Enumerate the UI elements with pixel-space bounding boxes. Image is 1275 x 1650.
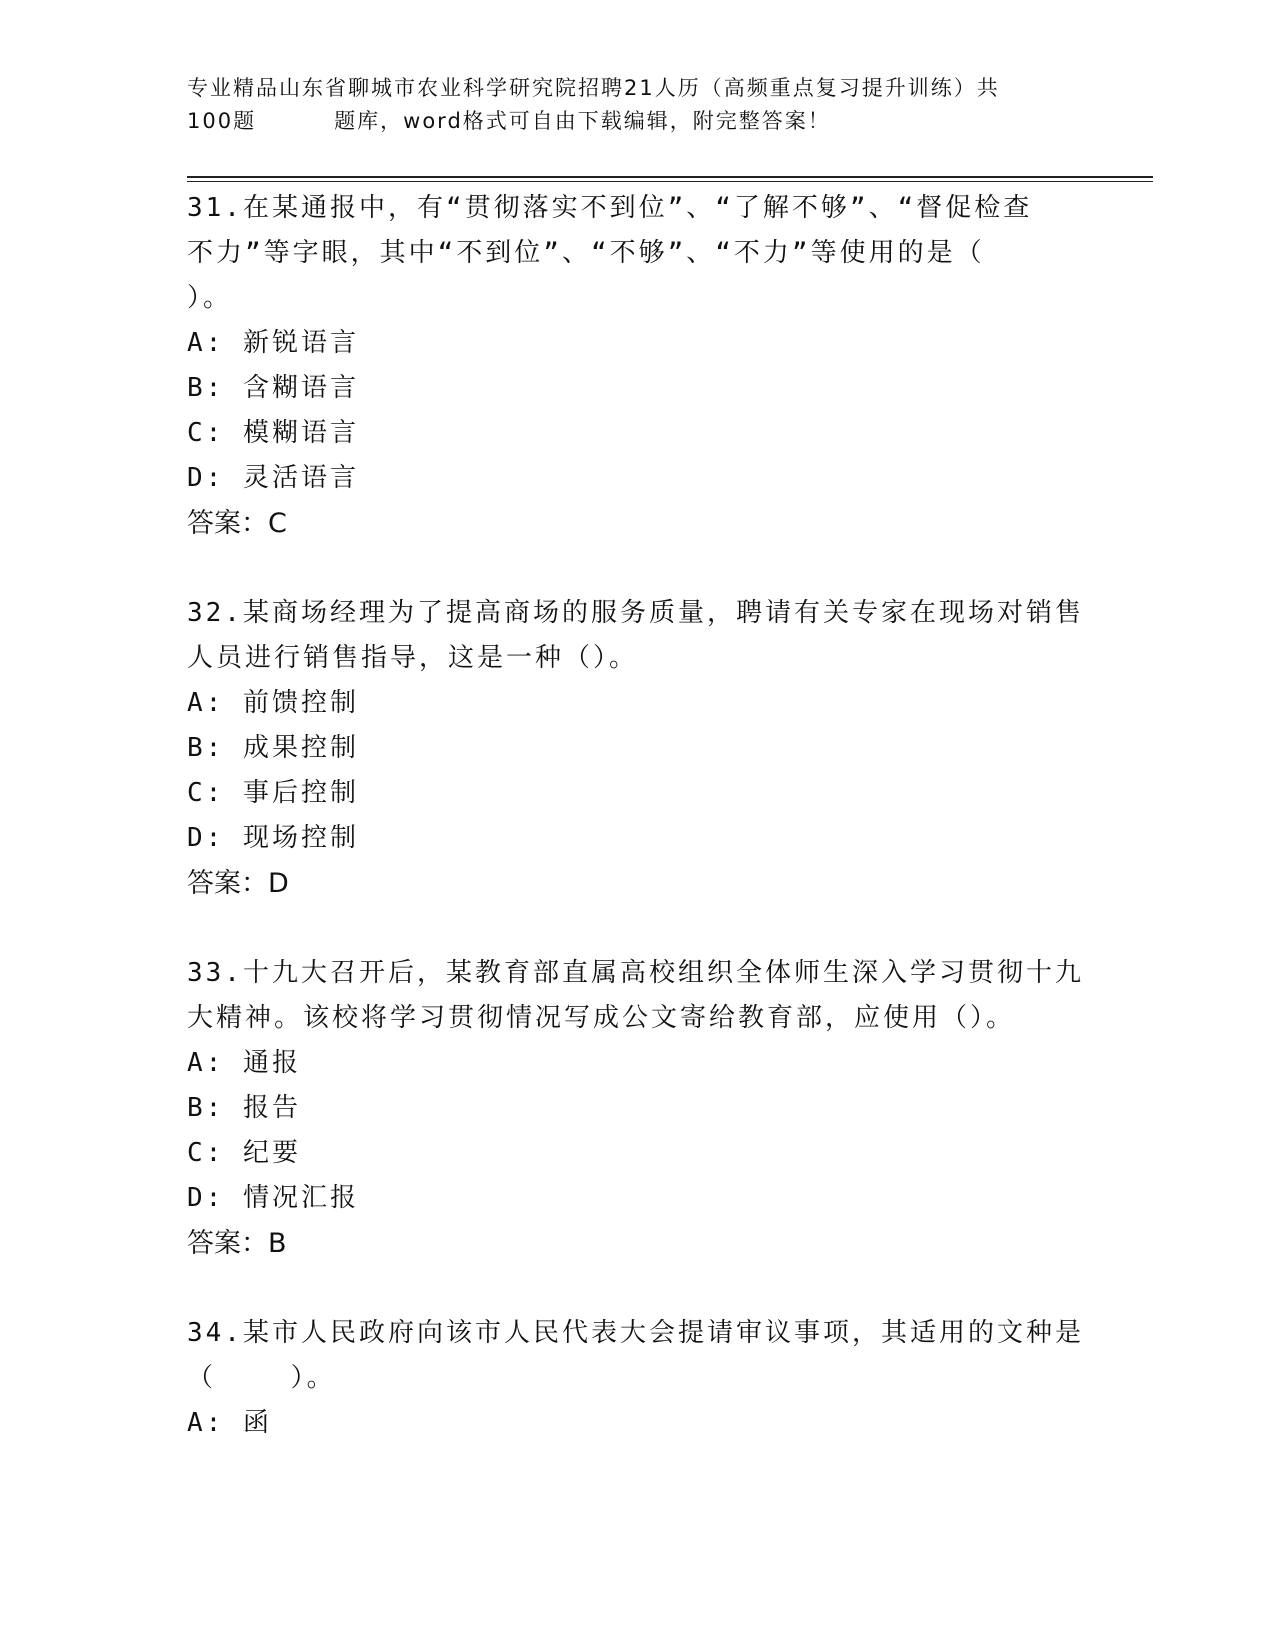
- question-text-line: 大精神。该校将学习贯彻情况写成公文寄给教育部，应使用（）。: [187, 1003, 1016, 1033]
- option-b: B: 报告: [187, 1093, 301, 1123]
- question-text-line: ）。: [187, 283, 233, 313]
- question-list: [187, 186, 1087, 1446]
- option-d: D: 灵活语言: [187, 463, 359, 493]
- header-line-1: 专业精品山东省聊城市农业科学研究院招聘21人历（高频重点复习提升训练）共: [187, 76, 1000, 100]
- option-c: C: 事后控制: [187, 778, 359, 808]
- option-b: B: 含糊语言: [187, 373, 359, 403]
- answer: 答案：D: [187, 868, 289, 899]
- option-a: A: 新锐语言: [187, 328, 359, 358]
- option-a: A: 函: [187, 1408, 272, 1438]
- question-spacer: [187, 546, 1087, 591]
- question-text-line: 33.十九大召开后，某教育部直属高校组织全体师生深入学习贯彻十九: [187, 958, 1084, 988]
- question-32: [187, 591, 1087, 906]
- question-34: [187, 1311, 1087, 1446]
- option-b: B: 成果控制: [187, 733, 359, 763]
- question-spacer: [187, 906, 1087, 951]
- question-33: [187, 951, 1087, 1266]
- option-c: C: 模糊语言: [187, 418, 359, 448]
- document-header: [187, 72, 1087, 138]
- header-divider-thin: [187, 181, 1153, 182]
- option-a: A: 前馈控制: [187, 688, 359, 718]
- question-text-line: 34.某市人民政府向该市人民代表大会提请审议事项，其适用的文种是: [187, 1318, 1084, 1348]
- option-c: C: 纪要: [187, 1138, 301, 1168]
- question-31: [187, 186, 1087, 546]
- answer: 答案：C: [187, 508, 287, 539]
- question-text-line: （ ）。: [187, 1363, 336, 1393]
- question-text-line: 人员进行销售指导，这是一种（）。: [187, 643, 639, 673]
- question-text-line: 31.在某通报中，有“贯彻落实不到位”、“了解不够”、“督促检查: [187, 193, 1033, 223]
- header-line-2: 100题 题库，word格式可自由下载编辑，附完整答案！: [187, 109, 831, 133]
- option-d: D: 情况汇报: [187, 1183, 359, 1213]
- question-spacer: [187, 1266, 1087, 1311]
- option-a: A: 通报: [187, 1048, 301, 1078]
- answer: 答案：B: [187, 1228, 287, 1259]
- question-text-line: 不力”等字眼，其中“不到位”、“不够”、“不力”等使用的是（: [187, 238, 985, 268]
- header-divider-thick: [187, 176, 1153, 178]
- option-d: D: 现场控制: [187, 823, 359, 853]
- question-text-line: 32.某商场经理为了提高商场的服务质量，聘请有关专家在现场对销售: [187, 598, 1084, 628]
